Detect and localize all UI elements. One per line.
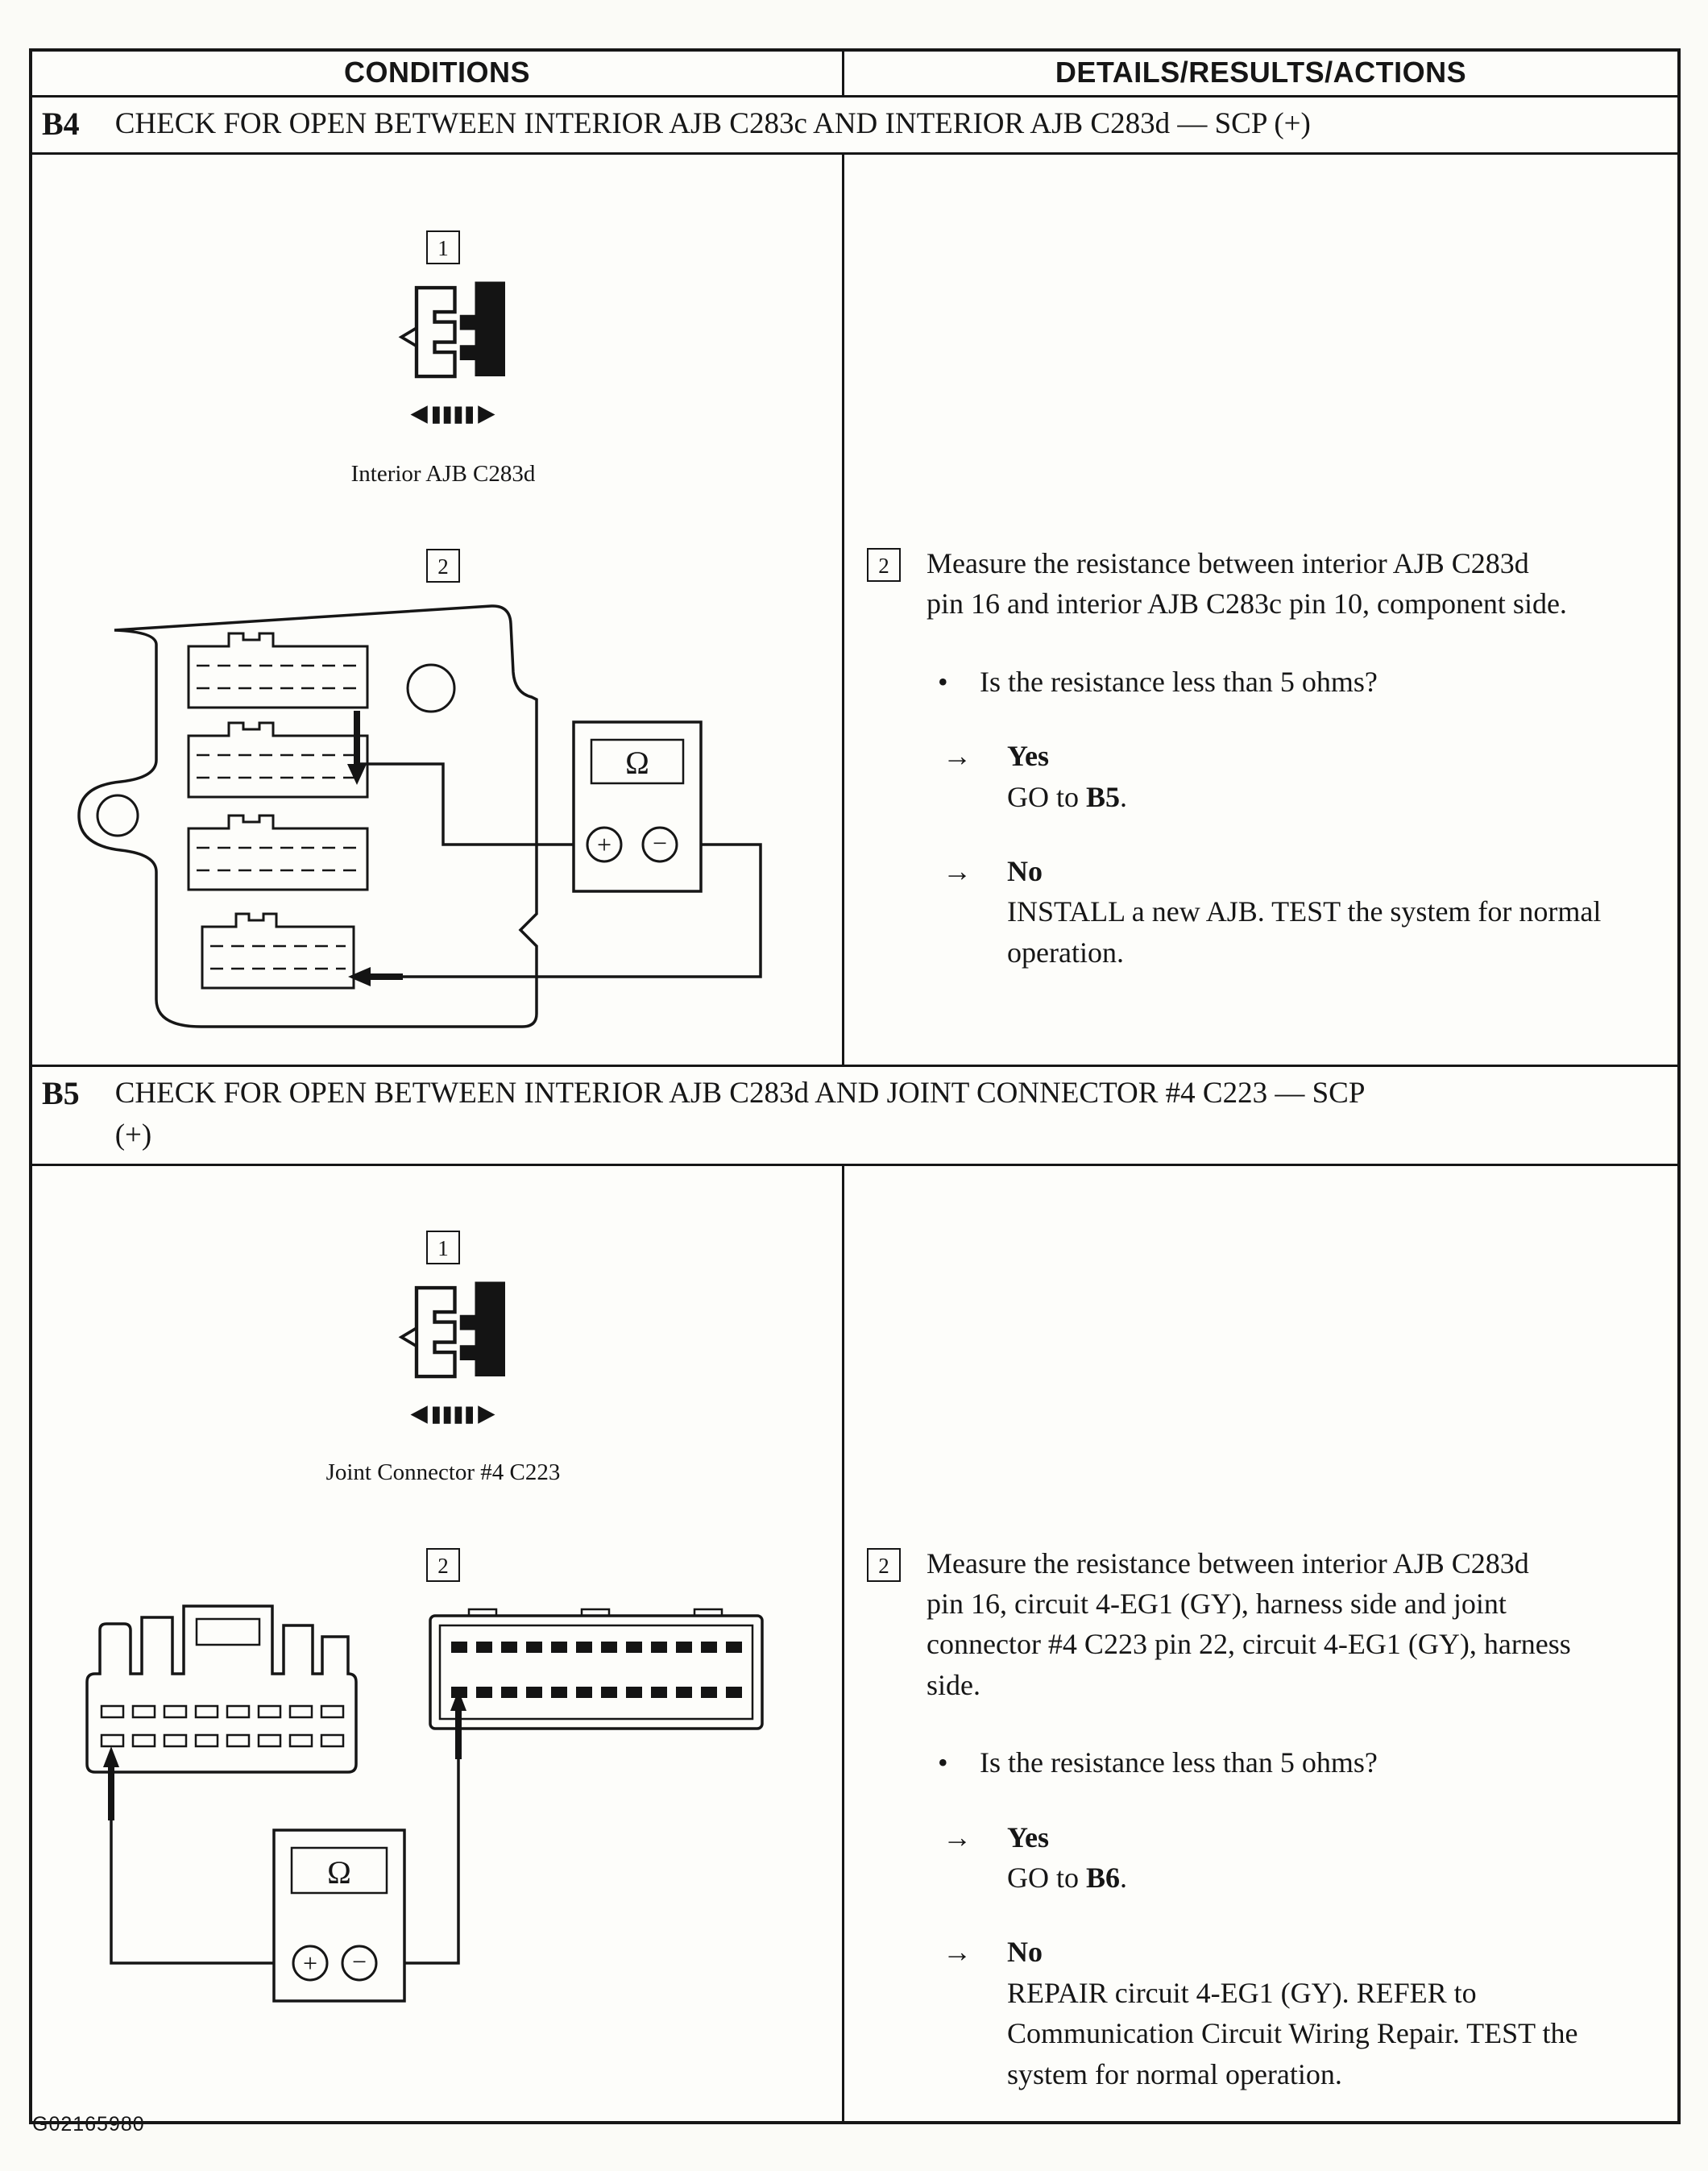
fuse-block-3 (189, 816, 367, 890)
step-number-badge: 2 (867, 1548, 901, 1582)
figure-number-badge: 1 (426, 230, 460, 264)
step-number-badge: 2 (867, 548, 901, 582)
arrow-icon: → (943, 740, 972, 773)
figure-id-code: G02165980 (32, 2113, 145, 2136)
action-body (927, 1742, 1645, 2094)
probe-arrow-up-icon-2 (450, 1690, 466, 1759)
figure-number-badge: 1 (426, 1231, 460, 1264)
conditions-header-label: CONDITIONS (343, 56, 530, 89)
arrow-icon: → (943, 1936, 972, 1969)
step-b4-conditions-cell (32, 155, 844, 1065)
step-b5-title (115, 1073, 1366, 1156)
ohm-symbol: Ω (327, 1853, 351, 1891)
result-branch-yes (943, 736, 1645, 817)
joint-connector-diagram (66, 1588, 791, 2064)
question-text: Is the resistance less than 5 ohms? (980, 665, 1378, 698)
question-line (938, 1742, 1645, 1783)
probe-arrow-up-icon (103, 1746, 119, 1820)
joint-connector-inner (440, 1625, 752, 1719)
instruction-text: Measure the resistance between interior AJB C283d pin 16, circuit 4-EG1 (GY), harness side and joint connector #4 C223 pin 22, circuit 4-EG1 (GY), harness side. (927, 1546, 1571, 1701)
step-b5-actions-cell (844, 1166, 1677, 2121)
minus-terminal-symbol: − (652, 828, 668, 857)
no-label: No (1007, 1936, 1043, 1969)
conditions-header (32, 52, 844, 95)
arrow-icon: → (943, 1820, 972, 1853)
connector-socket-outline (417, 288, 455, 376)
figure-number-badge: 2 (426, 1548, 460, 1582)
fuse-block-2 (189, 723, 367, 797)
ajb-housing-outline (79, 606, 537, 1027)
no-label: No (1007, 854, 1043, 887)
step-b5-title-line: CHECK FOR OPEN BETWEEN INTERIOR AJB C283d AND JOINT CONNECTOR #4 C223 — SCP (114, 1077, 1366, 1110)
goto-target: B6 (1086, 1861, 1121, 1894)
step-id-b4: B4 (42, 106, 80, 142)
connector-socket-tab (401, 1328, 417, 1347)
ohmmeter-icon (274, 1830, 404, 2001)
goto-target: B5 (1086, 780, 1121, 813)
harness-connector-outline (87, 1606, 356, 1772)
step-b4-title-line: CHECK FOR OPEN BETWEEN INTERIOR AJB C283c AND INTERIOR AJB C283d — SCP (+) (114, 107, 1311, 140)
connector-icon (380, 1268, 541, 1469)
step-b5-content-row (32, 1164, 1677, 2121)
probe-arrow-down-icon (347, 711, 367, 785)
step-id-b5: B5 (42, 1075, 80, 1111)
step-b4-title (115, 103, 1311, 145)
action-step (867, 543, 1645, 625)
action-body (927, 662, 1645, 973)
harness-connector-latch (197, 1619, 259, 1645)
connector-socket-tab (401, 328, 417, 347)
bullet-icon: • (938, 1746, 948, 1779)
harness-connector-terminals (102, 1706, 343, 1746)
table-header-row (32, 52, 1677, 95)
details-header-label: DETAILS/RESULTS/ACTIONS (1055, 56, 1467, 89)
mating-arrow-icon (411, 405, 495, 424)
connector-plug-solid (460, 282, 505, 377)
step-b4-actions-cell (844, 155, 1677, 1065)
fuse-block-1 (189, 633, 367, 708)
test-lead-wire-positive (360, 764, 587, 845)
ajb-mounting-hole-large (408, 665, 454, 712)
connector-socket-outline (417, 1288, 455, 1376)
step-b5-title-line: (+) (114, 1118, 152, 1152)
connector-icon (380, 268, 541, 469)
step-b5-conditions-cell (32, 1166, 844, 2121)
plus-terminal-symbol: + (596, 830, 612, 859)
fuse-block-4 (202, 914, 354, 988)
no-action: REPAIR circuit 4-EG1 (GY). REFER to Communication Circuit Wiring Repair. TEST the system for normal operation. (1007, 1976, 1578, 2090)
yes-action: GO to B6. (1007, 1861, 1128, 1894)
figure-number-badge: 2 (426, 549, 460, 583)
probe-arrow-left-icon (348, 967, 403, 986)
question-text: Is the resistance less than 5 ohms? (980, 1746, 1378, 1779)
step-b4-content-row (32, 152, 1677, 1065)
yes-label: Yes (1007, 1820, 1049, 1853)
no-action: INSTALL a new AJB. TEST the system for normal operation. (1007, 895, 1602, 969)
step-b4-title-row (32, 95, 1677, 152)
minus-terminal-symbol: − (351, 1946, 367, 1976)
question-line (938, 662, 1645, 702)
arrow-icon: → (943, 854, 972, 887)
connector-plug-solid (460, 1281, 505, 1376)
bullet-icon: • (938, 665, 948, 698)
plus-terminal-symbol: + (302, 1948, 318, 1978)
result-branch-yes (943, 1817, 1645, 1899)
figure-caption: Joint Connector #4 C223 (325, 1459, 561, 1485)
instruction-text: Measure the resistance between interior AJB C283d pin 16 and interior AJB C283c pin 10, component side. (927, 547, 1567, 621)
result-branch-no (943, 851, 1645, 973)
ajb-fusebox-diagram (71, 598, 773, 1049)
test-lead-wire-positive (111, 1820, 293, 1963)
yes-action: GO to B5. (1007, 780, 1128, 813)
step-b5-title-row (32, 1065, 1677, 1164)
yes-label: Yes (1007, 740, 1049, 773)
mating-arrow-icon (411, 1405, 495, 1424)
joint-connector-pins (451, 1642, 742, 1698)
action-step (867, 1543, 1645, 1706)
ohmmeter-icon (574, 722, 701, 891)
step-b4-action-block (867, 543, 1645, 973)
step-b5-action-block (867, 1543, 1645, 2094)
pinpoint-test-table (29, 48, 1681, 2124)
ohm-symbol: Ω (625, 745, 649, 781)
figure-caption: Interior AJB C283d (350, 461, 536, 487)
result-branch-no (943, 1932, 1645, 2094)
details-header (844, 52, 1677, 95)
joint-connector-outline (430, 1616, 762, 1729)
ajb-mounting-hole-small (97, 795, 138, 836)
